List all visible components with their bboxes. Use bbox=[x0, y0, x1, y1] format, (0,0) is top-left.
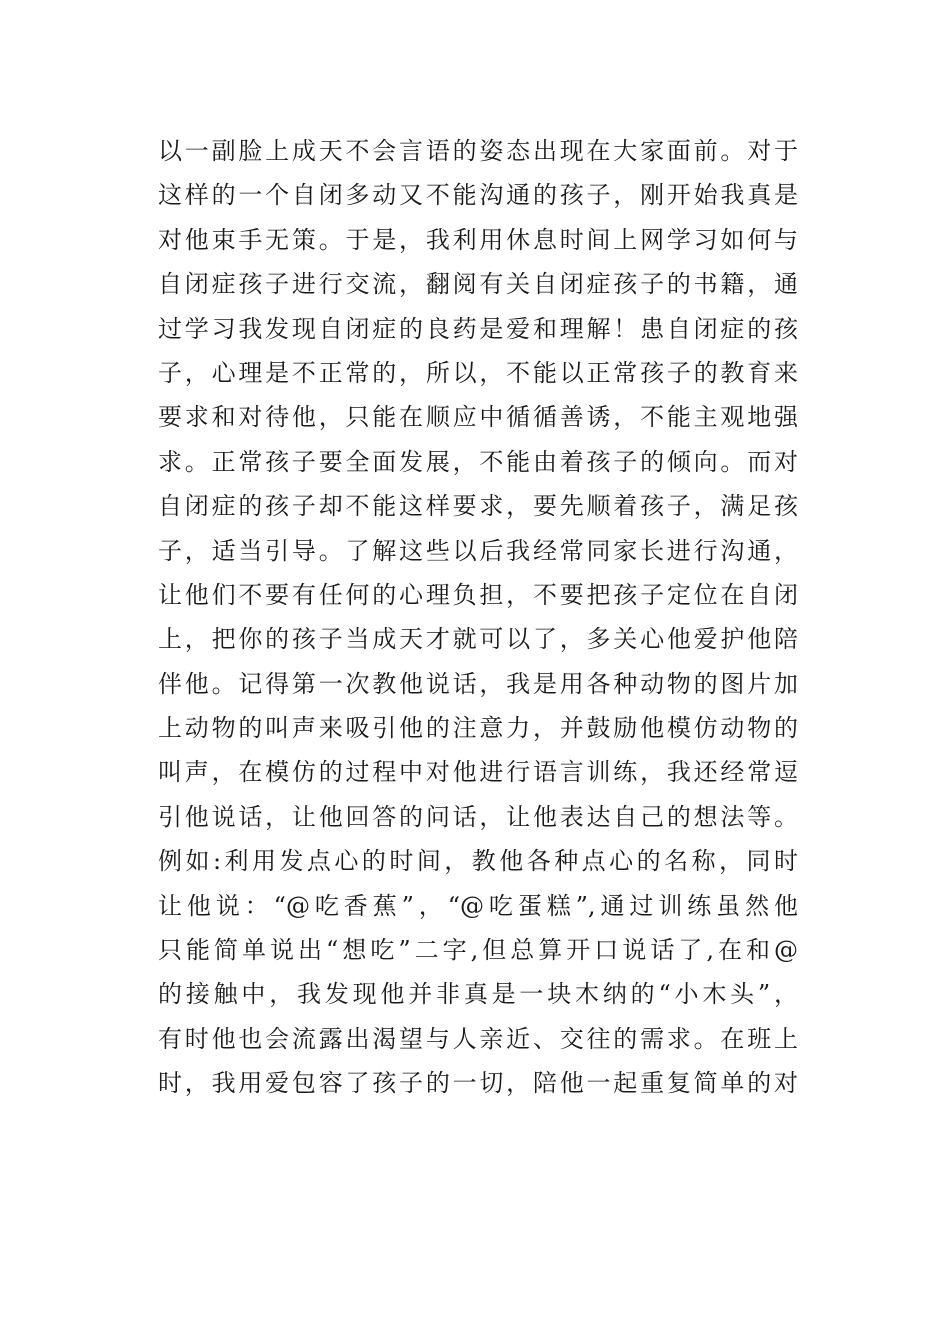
text-line: 子，心理是不正常的，所以，不能以正常孩子的教育来 bbox=[158, 358, 798, 387]
body-text bbox=[158, 129, 798, 1106]
text-line: 自闭症孩子进行交流，翻阅有关自闭症孩子的书籍，通 bbox=[158, 270, 798, 299]
text-line: 有时他也会流露出渴望与人亲近、交往的需求。在班上 bbox=[158, 1024, 798, 1053]
text-line: 例如:利用发点心的时间，教他各种点心的名称，同时 bbox=[158, 847, 798, 876]
text-line: 子，适当引导。了解这些以后我经常同家长进行沟通， bbox=[158, 536, 798, 565]
text-line: 让他说：“@吃香蕉”，“@吃蛋糕”,通过训练虽然他 bbox=[158, 891, 798, 920]
text-line: 以一副脸上成天不会言语的姿态出现在大家面前。对于 bbox=[158, 137, 798, 165]
text-line: 引他说话，让他回答的问话，让他表达自己的想法等。 bbox=[158, 802, 798, 831]
text-line: 伴他。记得第一次教他说话，我是用各种动物的图片加 bbox=[158, 669, 798, 698]
text-line: 的接触中，我发现他并非真是一块木纳的“小木头”， bbox=[158, 980, 798, 1009]
text-line: 这样的一个自闭多动又不能沟通的孩子，刚开始我真是 bbox=[158, 181, 798, 210]
text-line: 过学习我发现自闭症的良药是爱和理解！患自闭症的孩 bbox=[158, 314, 798, 343]
text-line: 要求和对待他，只能在顺应中循循善诱，不能主观地强 bbox=[158, 403, 798, 432]
text-line: 上动物的叫声来吸引他的注意力，并鼓励他模仿动物的 bbox=[158, 714, 798, 743]
text-line: 只能简单说出“想吃”二字,但总算开口说话了,在和@ bbox=[158, 936, 798, 965]
text-line: 让他们不要有任何的心理负担，不要把孩子定位在自闭 bbox=[158, 580, 798, 609]
text-line: 上，把你的孩子当成天才就可以了，多关心他爱护他陪 bbox=[158, 625, 798, 654]
text-line: 时，我用爱包容了孩子的一切，陪他一起重复简单的对 bbox=[158, 1069, 798, 1098]
text-line: 对他束手无策。于是，我利用休息时间上网学习如何与 bbox=[158, 225, 798, 254]
text-line: 求。正常孩子要全面发展，不能由着孩子的倾向。而对 bbox=[158, 447, 798, 476]
text-line: 叫声，在模仿的过程中对他进行语言训练，我还经常逗 bbox=[158, 758, 798, 787]
text-line: 自闭症的孩子却不能这样要求，要先顺着孩子，满足孩 bbox=[158, 492, 798, 521]
